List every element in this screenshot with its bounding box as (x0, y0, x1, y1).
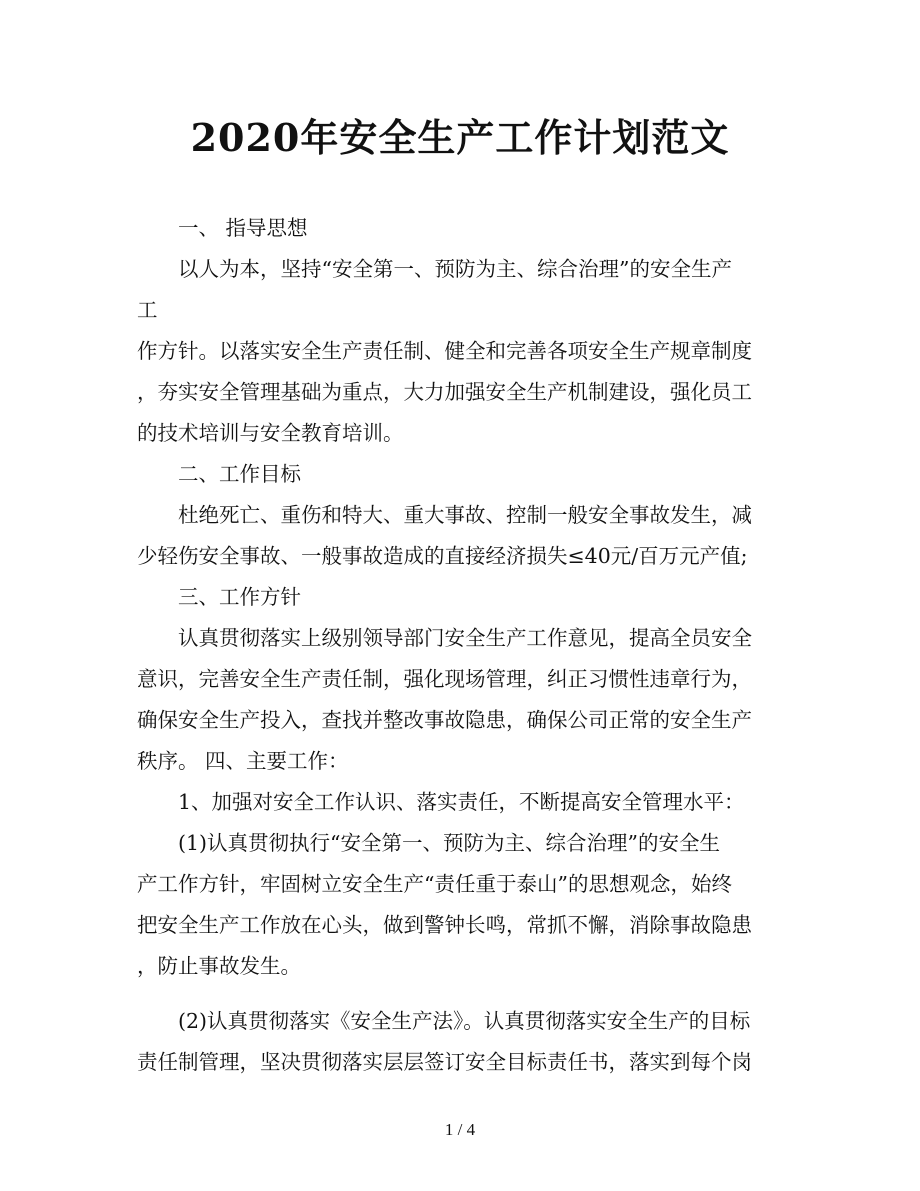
paragraph-line: (2)认真贯彻落实《安全生产法》。认真贯彻落实安全生产的目标 (178, 1009, 751, 1033)
paragraph-line: 工 (137, 298, 158, 322)
page-number: 1 / 4 (444, 1120, 476, 1139)
paragraph-line: 把安全生产工作放在心头，做到警钟长鸣，常抓不懈，消除事故隐患 (137, 913, 752, 937)
paragraph-line: 的技术培训与安全教育培训。 (137, 421, 404, 445)
paragraph-line: 意识，完善安全生产责任制，强化现场管理，纠正习惯性违章行为， (137, 667, 752, 691)
document-body (137, 208, 787, 1083)
paragraph-line: 作方针。以落实安全生产责任制、健全和完善各项安全生产规章制度 (137, 339, 752, 363)
section-heading-work-policy: 三、工作方针 (178, 585, 301, 609)
paragraph-line: 少轻伤安全事故、一般事故造成的直接经济损失≤40元/百万元产值; (137, 544, 748, 568)
paragraph-line: ，夯实安全管理基础为重点，大力加强安全生产机制建设，强化员工 (137, 380, 752, 404)
paragraph-line: ，防止事故发生。 (137, 954, 301, 978)
document-title: 2020年安全生产工作计划范文 (190, 115, 730, 160)
section-heading-work-goals: 二、工作目标 (178, 462, 301, 486)
paragraph-line: 确保安全生产投入，查找并整改事故隐患，确保公司正常的安全生产 (137, 708, 752, 732)
paragraph-line: 以人为本，坚持“安全第一、预防为主、综合治理”的安全生产 (178, 257, 732, 281)
paragraph-line: 杜绝死亡、重伤和特大、重大事故、控制一般安全事故发生，减 (178, 503, 752, 527)
section-heading-guiding-ideology: 一、 指导思想 (178, 216, 308, 240)
paragraph-line: (1)认真贯彻执行“安全第一、预防为主、综合治理”的安全生 (178, 831, 720, 855)
paragraph-line: 产工作方针，牢固树立安全生产“责任重于泰山”的思想观念，始终 (137, 872, 732, 896)
paragraph-line: 秩序。 四、主要工作： (137, 749, 349, 773)
paragraph-gap (137, 987, 787, 1001)
subheading-line: 1、加强对安全工作认识、落实责任，不断提高安全管理水平： (178, 790, 745, 814)
paragraph-line: 认真贯彻落实上级别领导部门安全生产工作意见，提高全员安全 (178, 626, 752, 650)
paragraph-line: 责任制管理，坚决贯彻落实层层签订安全目标责任书，落实到每个岗 (137, 1050, 752, 1074)
